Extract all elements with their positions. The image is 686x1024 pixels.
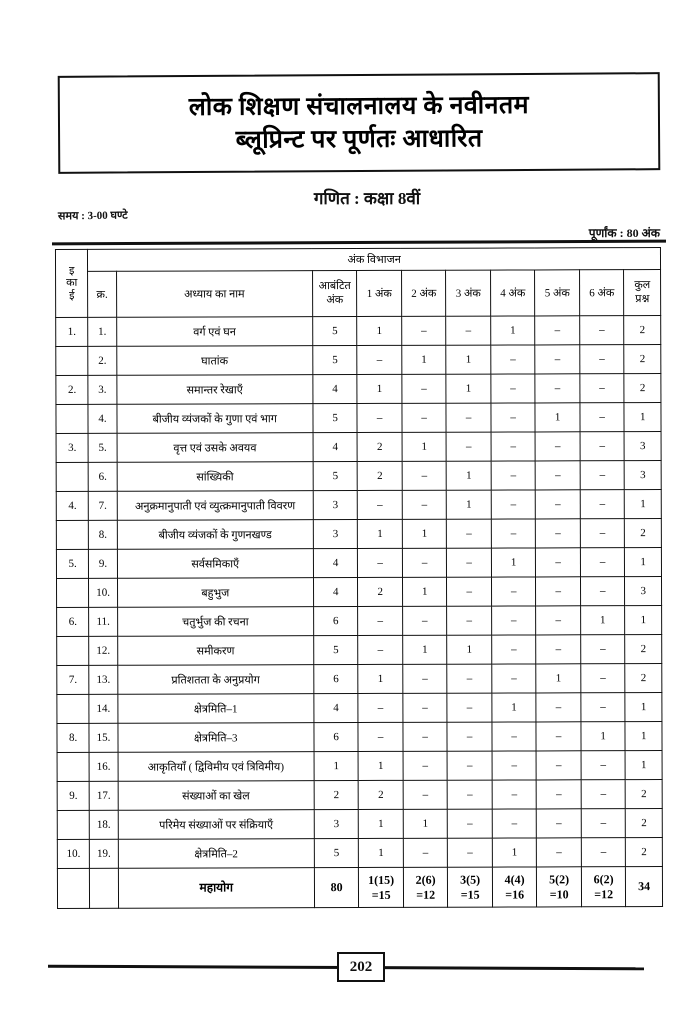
- allocated-marks-cell: 5: [314, 839, 359, 868]
- marks-2-cell: –: [402, 374, 447, 403]
- marks-5-cell: –: [535, 316, 580, 345]
- chapter-name: वर्ग एवं घन: [116, 317, 312, 347]
- marks-5-cell: –: [536, 722, 581, 751]
- marks-5-cell: –: [536, 751, 581, 780]
- marks-1-column-header: 1 अंक: [357, 270, 402, 316]
- allocated-marks-cell: 3: [313, 491, 358, 520]
- marks-6-cell: –: [581, 635, 626, 664]
- table-row: [57, 635, 662, 666]
- marks-6-cell: –: [581, 693, 626, 722]
- unit-number: 6.: [57, 607, 89, 636]
- allocated-marks-column-header: [312, 271, 357, 317]
- chapter-serial-number: 5.: [88, 433, 116, 462]
- chapter-name: संख्याओं का खेल: [118, 781, 314, 811]
- chapter-serial-number: 18.: [90, 810, 118, 839]
- grand-total-marks-4: [492, 867, 537, 907]
- exam-total-marks: पूर्णांक : 80 अंक: [588, 226, 660, 240]
- allocated-marks-header-line1: आबंटित: [318, 280, 351, 293]
- unit-header-char-1: इ: [68, 264, 75, 277]
- allocated-marks-cell: 5: [313, 346, 358, 375]
- allocated-marks-cell: 1: [314, 752, 359, 781]
- grand-total-marks-4-sum: =16: [505, 886, 525, 902]
- marks-3-cell: –: [448, 780, 493, 809]
- total-questions-cell: 3: [625, 577, 662, 606]
- chapter-name: क्षेत्रमिति–3: [118, 723, 314, 753]
- chapter-serial-number: 12.: [89, 636, 117, 665]
- total-questions-cell: 2: [626, 838, 663, 867]
- blueprint-table: [55, 247, 663, 909]
- marks-4-cell: 1: [491, 316, 536, 345]
- chapter-serial-number: 19.: [90, 839, 118, 868]
- marks-2-cell: –: [402, 490, 447, 519]
- banner-line-1: लोक शिक्षण संचालनालय के नवीनतम: [188, 91, 529, 122]
- unit-number: [57, 810, 89, 839]
- chapter-serial-number: 8.: [89, 520, 117, 549]
- chapter-serial-number: 10.: [89, 578, 117, 607]
- marks-5-cell: 1: [535, 403, 580, 432]
- table-row: [57, 809, 662, 840]
- grand-total-marks-1-count: 1(15): [368, 872, 395, 887]
- marks-4-cell: –: [491, 490, 536, 519]
- page-number: 202: [337, 952, 385, 982]
- allocated-marks-cell: 5: [313, 462, 358, 491]
- marks-4-cell: –: [491, 345, 536, 374]
- marks-2-cell: –: [403, 751, 448, 780]
- marks-6-cell: –: [580, 519, 625, 548]
- table-row: [56, 316, 661, 347]
- marks-1-cell: –: [358, 722, 403, 751]
- marks-6-cell: –: [580, 403, 625, 432]
- chapter-serial-number: 3.: [88, 375, 116, 404]
- marks-5-cell: –: [536, 635, 581, 664]
- marks-3-cell: 1: [447, 635, 492, 664]
- marks-2-cell: –: [402, 461, 447, 490]
- table-row: [56, 374, 661, 405]
- chapter-name: सर्वसमिकाएँ: [117, 549, 313, 579]
- total-questions-cell: 3: [625, 461, 662, 490]
- marks-4-cell: –: [491, 606, 536, 635]
- total-questions-cell: 3: [624, 432, 661, 461]
- chapter-name: अनुक्रमानुपाती एवं व्युत्क्रमानुपाती विवरण: [117, 491, 313, 521]
- marks-5-cell: –: [535, 345, 580, 374]
- table-total-row: [57, 867, 662, 909]
- allocated-marks-cell: 2: [314, 781, 359, 810]
- marks-1-cell: 2: [357, 432, 402, 461]
- marks-5-cell: –: [536, 519, 581, 548]
- marks-3-cell: –: [447, 664, 492, 693]
- marks-6-cell: –: [581, 809, 626, 838]
- marks-3-cell: –: [447, 722, 492, 751]
- table-row: [57, 780, 662, 811]
- total-questions-column-header: [624, 270, 661, 316]
- marks-1-cell: 1: [358, 751, 403, 780]
- subject-heading: गणित : कक्षा 8वीं: [313, 189, 421, 208]
- total-questions-header-line1: कुल: [634, 279, 651, 292]
- chapter-column-header: अध्याय का नाम: [116, 271, 312, 318]
- grand-total-marks-5-sum: =10: [549, 886, 569, 901]
- total-questions-header-line2: प्रश्न: [635, 292, 650, 305]
- marks-4-cell: –: [491, 403, 536, 432]
- marks-4-cell: –: [491, 577, 536, 606]
- unit-number: 8.: [57, 723, 89, 752]
- unit-number: 2.: [56, 375, 88, 404]
- chapter-name: सांख्यिकी: [117, 462, 313, 492]
- table-row: [57, 722, 662, 753]
- chapter-serial-number: 2.: [88, 346, 116, 375]
- table-row: [56, 403, 661, 434]
- grand-total-marks-6-sum: =12: [594, 886, 614, 901]
- marks-6-cell: –: [580, 345, 625, 374]
- unit-number: 7.: [57, 665, 89, 694]
- marks-2-cell: 1: [403, 635, 448, 664]
- chapter-serial-number: 11.: [89, 607, 117, 636]
- marks-3-cell: –: [446, 403, 491, 432]
- unit-header-char-3: ई: [69, 289, 75, 302]
- grand-total-marks-5-count: 5(2): [549, 871, 570, 886]
- marks-3-cell: 1: [446, 345, 491, 374]
- marks-2-cell: –: [403, 780, 448, 809]
- chapter-serial-number: 9.: [89, 549, 117, 578]
- total-questions-cell: 1: [625, 751, 662, 780]
- unit-number: [56, 404, 88, 433]
- grand-total-marks-6: [581, 867, 626, 907]
- marks-5-cell: –: [536, 461, 581, 490]
- marks-2-cell: –: [402, 606, 447, 635]
- table-row: [57, 838, 662, 869]
- marks-6-cell: –: [581, 751, 626, 780]
- chapter-serial-number: 13.: [89, 665, 117, 694]
- unit-column-header: [55, 249, 88, 317]
- grand-total-marks-3-count: 3(5): [460, 872, 481, 887]
- chapter-name: प्रतिशतता के अनुप्रयोग: [117, 665, 313, 695]
- marks-1-cell: –: [358, 490, 403, 519]
- table-header-group-row: [55, 248, 660, 272]
- total-questions-cell: 1: [625, 606, 662, 635]
- chapter-serial-number: 14.: [89, 694, 117, 723]
- total-questions-cell: 1: [625, 548, 662, 577]
- grand-total-label: महायोग: [118, 868, 314, 909]
- chapter-serial-number: 7.: [89, 491, 117, 520]
- marks-5-cell: –: [536, 490, 581, 519]
- chapter-name: वृत्त एवं उसके अवयव: [117, 433, 313, 463]
- marks-2-cell: 1: [403, 809, 448, 838]
- marks-4-cell: –: [492, 809, 537, 838]
- unit-number: 5.: [56, 549, 88, 578]
- unit-number: [57, 752, 89, 781]
- marks-4-column-header: 4 अंक: [490, 270, 535, 316]
- marks-6-cell: –: [580, 316, 625, 345]
- unit-number: 4.: [56, 491, 88, 520]
- allocated-marks-cell: 4: [313, 578, 358, 607]
- marks-4-cell: 1: [492, 838, 537, 867]
- marks-1-cell: 1: [358, 664, 403, 693]
- marks-6-cell: –: [580, 548, 625, 577]
- marks-6-cell: –: [580, 432, 625, 461]
- marks-3-cell: –: [448, 838, 493, 867]
- marks-3-column-header: 3 अंक: [446, 270, 491, 316]
- chapter-name: चतुर्भुज की रचना: [117, 607, 313, 637]
- marks-3-cell: –: [447, 519, 492, 548]
- table-header-row: [56, 270, 661, 318]
- table-row: [56, 577, 661, 608]
- marks-2-cell: 1: [402, 345, 447, 374]
- marks-3-cell: –: [446, 432, 491, 461]
- table-row: [56, 519, 661, 550]
- marks-5-cell: –: [535, 432, 580, 461]
- chapter-name: बहुभुज: [117, 578, 313, 608]
- marks-5-cell: –: [536, 693, 581, 722]
- allocated-marks-cell: 5: [313, 317, 358, 346]
- allocated-marks-cell: 3: [314, 810, 359, 839]
- unit-number: 9.: [57, 781, 89, 810]
- marks-1-cell: 1: [358, 519, 403, 548]
- marks-4-cell: –: [492, 635, 537, 664]
- marks-6-cell: –: [580, 577, 625, 606]
- total-questions-cell: 2: [624, 345, 661, 374]
- table-row: [56, 548, 661, 579]
- marks-1-cell: 1: [359, 809, 404, 838]
- table-row: [57, 606, 662, 637]
- allocated-marks-cell: 4: [313, 375, 358, 404]
- marks-2-cell: 1: [402, 432, 447, 461]
- allocated-marks-cell: 5: [314, 636, 359, 665]
- chapter-serial-number: 15.: [89, 723, 117, 752]
- marks-2-cell: 1: [402, 577, 447, 606]
- grand-total-marks-2-count: 2(6): [415, 872, 436, 887]
- chapter-name: बीजीय व्यंजकों के गुणा एवं भाग: [117, 404, 313, 434]
- marks-3-cell: –: [447, 606, 492, 635]
- allocated-marks-cell: 4: [314, 694, 359, 723]
- unit-number: [57, 636, 89, 665]
- chapter-name: समान्तर रेखाएँ: [117, 375, 313, 405]
- grand-total-marks-2-sum: =12: [416, 887, 436, 902]
- marks-6-cell: –: [580, 461, 625, 490]
- marks-5-cell: –: [535, 374, 580, 403]
- marks-6-cell: 1: [581, 722, 626, 751]
- marks-2-cell: 1: [402, 519, 447, 548]
- marks-1-cell: –: [358, 635, 403, 664]
- marks-1-cell: 2: [359, 780, 404, 809]
- marks-2-cell: –: [402, 403, 447, 432]
- marks-5-cell: –: [537, 780, 582, 809]
- table-row: [56, 345, 661, 376]
- marks-4-cell: –: [492, 751, 537, 780]
- unit-number: 10.: [57, 839, 89, 868]
- exam-duration: समय : 3-00 घण्टे: [57, 209, 128, 223]
- unit-number: [56, 462, 88, 491]
- chapter-name: आकृतियाँ ( द्विविमीय एवं त्रिविमीय): [118, 752, 314, 782]
- marks-4-cell: –: [491, 461, 536, 490]
- chapter-name: समीकरण: [117, 636, 313, 666]
- marks-1-cell: 1: [359, 838, 404, 867]
- grand-total-marks-4-count: 4(4): [504, 871, 525, 887]
- chapter-name: बीजीय व्यंजकों के गुणनखण्ड: [117, 520, 313, 550]
- marks-2-column-header: 2 अंक: [401, 270, 446, 316]
- sno-column-header: क्र.: [88, 271, 116, 317]
- allocated-marks-cell: 4: [313, 433, 358, 462]
- chapter-name: परिमेय संख्याओं पर संक्रियाएँ: [118, 810, 314, 840]
- grand-total-allocated-marks: 80: [314, 868, 359, 908]
- grand-total-marks-3: [448, 867, 493, 907]
- marks-1-cell: –: [357, 345, 402, 374]
- allocated-marks-cell: 6: [314, 665, 359, 694]
- allocated-marks-cell: 3: [313, 520, 358, 549]
- marks-6-cell: –: [581, 838, 626, 867]
- marks-3-cell: 1: [447, 490, 492, 519]
- grand-total-marks-5: [537, 867, 582, 907]
- total-questions-cell: 2: [625, 519, 662, 548]
- marks-3-cell: –: [447, 577, 492, 606]
- marks-6-column-header: 6 अंक: [579, 270, 624, 316]
- marks-2-cell: –: [402, 316, 447, 345]
- chapter-serial-number: 16.: [89, 752, 117, 781]
- header-divider: [52, 240, 666, 246]
- chapter-serial-number: 4.: [88, 404, 116, 433]
- marks-5-cell: –: [536, 548, 581, 577]
- marks-3-cell: 1: [447, 461, 492, 490]
- table-row: [56, 461, 661, 492]
- unit-number: [56, 520, 88, 549]
- grand-total-marks-1-sum: =15: [371, 887, 391, 902]
- total-questions-cell: 1: [624, 403, 661, 432]
- page-footer: [48, 952, 644, 982]
- unit-number: [56, 578, 88, 607]
- marks-5-cell: –: [537, 809, 582, 838]
- unit-number: 3.: [56, 433, 88, 462]
- grand-total-marks-2: [403, 867, 448, 907]
- marks-2-cell: –: [403, 722, 448, 751]
- title-banner: [58, 72, 661, 174]
- marks-4-cell: –: [492, 780, 537, 809]
- marks-1-cell: –: [358, 606, 403, 635]
- chapter-name: क्षेत्रमिति–1: [118, 694, 314, 724]
- table-row: [56, 490, 661, 521]
- marks-1-cell: –: [357, 403, 402, 432]
- marks-distribution-group-header: अंक विभाजन: [88, 248, 661, 272]
- table-row: [57, 751, 662, 782]
- marks-3-cell: –: [447, 693, 492, 722]
- allocated-marks-cell: 5: [313, 404, 358, 433]
- marks-3-cell: –: [447, 548, 492, 577]
- total-questions-cell: 2: [626, 780, 663, 809]
- allocated-marks-cell: 6: [313, 607, 358, 636]
- total-questions-cell: 1: [625, 693, 662, 722]
- marks-4-cell: –: [492, 664, 537, 693]
- total-questions-cell: 2: [624, 316, 661, 345]
- marks-6-cell: –: [581, 664, 626, 693]
- marks-6-cell: –: [580, 374, 625, 403]
- chapter-name: घातांक: [116, 346, 312, 376]
- total-questions-cell: 1: [625, 490, 662, 519]
- blueprint-table-wrapper: [55, 247, 663, 909]
- chapter-serial-number: 6.: [88, 462, 116, 491]
- marks-1-cell: 2: [358, 461, 403, 490]
- table-row: [57, 693, 662, 724]
- marks-1-cell: –: [358, 693, 403, 722]
- marks-4-cell: –: [491, 519, 536, 548]
- marks-2-cell: –: [403, 664, 448, 693]
- marks-3-cell: 1: [446, 374, 491, 403]
- marks-4-cell: 1: [491, 548, 536, 577]
- total-questions-cell: 1: [625, 722, 662, 751]
- unit-number: [56, 346, 88, 375]
- exam-meta-row: [58, 208, 660, 238]
- chapter-serial-number: 17.: [89, 781, 117, 810]
- marks-5-cell: –: [536, 606, 581, 635]
- marks-4-cell: –: [492, 722, 537, 751]
- total-questions-cell: 2: [624, 374, 661, 403]
- marks-1-cell: 2: [358, 577, 403, 606]
- marks-5-cell: –: [537, 838, 582, 867]
- marks-4-cell: –: [491, 432, 536, 461]
- table-row: [56, 432, 661, 463]
- allocated-marks-header-line2: अंक: [326, 293, 344, 306]
- grand-total-marks-3-sum: =15: [460, 887, 480, 902]
- marks-3-cell: –: [448, 809, 493, 838]
- marks-3-cell: –: [447, 751, 492, 780]
- total-row-unit-blank: [57, 868, 89, 908]
- total-row-sno-blank: [90, 868, 118, 908]
- marks-2-cell: –: [402, 548, 447, 577]
- marks-1-cell: 1: [357, 316, 402, 345]
- marks-1-cell: –: [358, 548, 403, 577]
- marks-3-cell: –: [446, 316, 491, 345]
- marks-6-cell: –: [581, 780, 626, 809]
- chapter-name: क्षेत्रमिति–2: [118, 839, 314, 869]
- marks-6-cell: –: [580, 490, 625, 519]
- marks-1-cell: 1: [357, 374, 402, 403]
- unit-number: [57, 694, 89, 723]
- marks-5-cell: 1: [536, 664, 581, 693]
- chapter-serial-number: 1.: [88, 317, 116, 346]
- marks-4-cell: 1: [492, 693, 537, 722]
- allocated-marks-cell: 4: [313, 549, 358, 578]
- grand-total-marks-1: [359, 867, 404, 907]
- marks-2-cell: –: [403, 693, 448, 722]
- marks-5-column-header: 5 अंक: [535, 270, 580, 316]
- table-row: [57, 664, 662, 695]
- total-questions-cell: 2: [626, 809, 663, 838]
- marks-6-cell: 1: [580, 606, 625, 635]
- marks-2-cell: –: [403, 838, 448, 867]
- grand-total-questions: 34: [626, 867, 663, 907]
- total-questions-cell: 2: [625, 664, 662, 693]
- unit-header-char-2: का: [66, 277, 78, 290]
- grand-total-marks-6-count: 6(2): [593, 871, 614, 886]
- allocated-marks-cell: 6: [314, 723, 359, 752]
- total-questions-cell: 2: [625, 635, 662, 664]
- unit-number: 1.: [56, 317, 88, 346]
- marks-5-cell: –: [536, 577, 581, 606]
- marks-4-cell: –: [491, 374, 536, 403]
- banner-line-2: ब्लूप्रिन्ट पर पूर्णतः आधारित: [235, 125, 483, 154]
